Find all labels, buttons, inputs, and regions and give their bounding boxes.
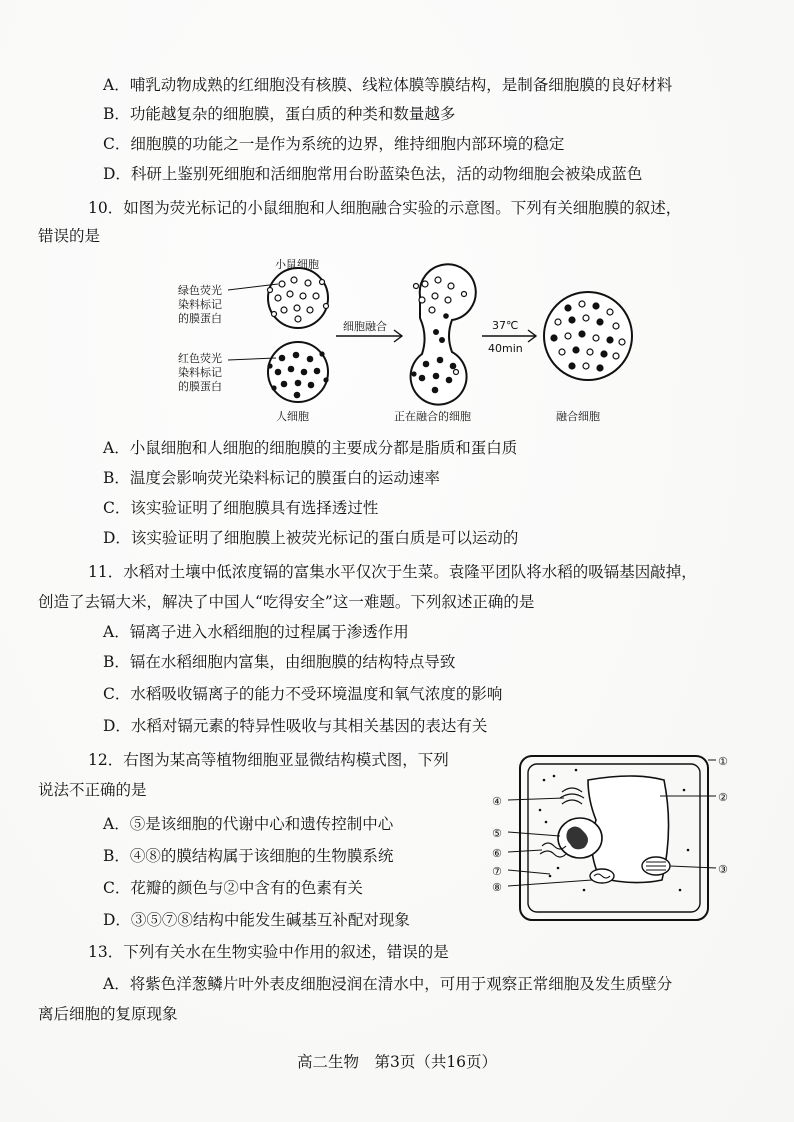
q11-option-b: B．镉在水稻细胞内富集，由细胞膜的结构特点导致: [103, 653, 456, 671]
label-1: ①: [718, 755, 728, 768]
red-label-2: 染料标记: [178, 366, 222, 379]
q11-stem: 11．水稻对土壤中低浓度镉的富集水平仅次于生菜。袁隆平团队将水稻的吸镉基因敲掉，: [88, 563, 697, 581]
leader-7: [508, 870, 550, 874]
cell-fusion-diagram: [170, 256, 640, 434]
red-label-line: [228, 358, 276, 360]
green-label-1: 绿色荧光: [178, 284, 222, 297]
label-2: ②: [718, 791, 728, 804]
temperature-label: 37℃: [492, 319, 519, 332]
leader-3: [670, 866, 716, 868]
fusion-arrow-label: 细胞融合: [343, 320, 387, 333]
q9-option-c: C．细胞膜的功能之一是作为系统的边界，维持细胞内部环境的稳定: [103, 135, 565, 153]
fusing-cell: [411, 264, 476, 404]
q12-option-c: C．花瓣的颜色与②中含有的色素有关: [103, 879, 363, 897]
label-8: ⑧: [492, 881, 502, 894]
q13-stem: 13．下列有关水在生物实验中作用的叙述，错误的是: [88, 943, 449, 961]
q13-option-a: A．将紫色洋葱鳞片叶外表皮细胞浸润在清水中，可用于观察正常细胞及发生质壁分: [103, 975, 673, 993]
golgi: [560, 788, 584, 804]
q9-option-a: A．哺乳动物成熟的红细胞没有核膜、线粒体膜等膜结构，是制备细胞膜的良好材料: [103, 76, 673, 94]
q11-option-d: D．水稻对镉元素的特异性吸收与其相关基因的表达有关: [103, 717, 488, 735]
red-label-1: 红色荧光: [178, 352, 222, 365]
human-cell-label: 人细胞: [276, 410, 309, 423]
q11-stem-cont: 创造了去镉大米，解决了中国人“吃得安全”这一难题。下列叙述正确的是: [38, 593, 535, 611]
q9-option-d: D．科研上鉴别死细胞和活细胞常用台盼蓝染色法，活的动物细胞会被染成蓝色: [103, 165, 643, 183]
q10-option-b: B．温度会影响荧光染料标记的膜蛋白的运动速率: [103, 469, 440, 487]
label-3: ③: [718, 863, 728, 876]
q12-option-b: B．④⑧的膜结构属于该细胞的生物膜系统: [103, 847, 394, 865]
green-label-3: 的膜蛋白: [178, 312, 222, 325]
time-label: 40min: [488, 342, 523, 355]
fusing-cell-label: 正在融合的细胞: [394, 410, 471, 423]
q9-option-b: B．功能越复杂的细胞膜，蛋白质的种类和数量越多: [103, 105, 456, 123]
label-7: ⑦: [492, 865, 502, 878]
leader-4: [508, 798, 564, 800]
q11-option-c: C．水稻吸收镉离子的能力不受环境温度和氧气浓度的影响: [103, 685, 503, 703]
q11-option-a: A．镉离子进入水稻细胞的过程属于渗透作用: [103, 623, 409, 641]
q12-stem-cont: 说法不正确的是: [38, 781, 147, 799]
fused-cell-label: 融合细胞: [556, 410, 600, 423]
label-6: ⑥: [492, 847, 502, 860]
leader-5: [508, 832, 560, 836]
label-5: ⑤: [492, 827, 502, 840]
green-label-2: 染料标记: [178, 298, 222, 311]
leader-6: [508, 850, 542, 852]
q13-option-a-cont: 离后细胞的复原现象: [38, 1005, 178, 1023]
q10-option-c: C．该实验证明了细胞膜具有选择透过性: [103, 499, 379, 517]
label-4: ④: [492, 795, 502, 808]
q12-option-a: A．⑤是该细胞的代谢中心和遗传控制中心: [103, 815, 394, 833]
q12-option-d: D．③⑤⑦⑧结构中能发生碱基互补配对现象: [103, 911, 410, 929]
q10-stem: 10．如图为荧光标记的小鼠细胞和人细胞融合实验的示意图。下列有关细胞膜的叙述，: [88, 199, 682, 217]
q10-option-a: A．小鼠细胞和人细胞的细胞膜的主要成分都是脂质和蛋白质: [103, 439, 518, 457]
page-footer: 高二生物 第3页（共16页）: [296, 1053, 498, 1071]
q10-option-d: D．该实验证明了细胞膜上被荧光标记的蛋白质是可以运动的: [103, 529, 519, 547]
plant-cell-diagram: [484, 750, 730, 930]
mouse-cell-label: 小鼠细胞: [275, 258, 319, 271]
q12-stem: 12．右图为某高等植物细胞亚显微结构模式图，下列: [88, 751, 449, 769]
red-label-3: 的膜蛋白: [178, 380, 222, 393]
q10-stem-cont: 错误的是: [38, 227, 101, 245]
